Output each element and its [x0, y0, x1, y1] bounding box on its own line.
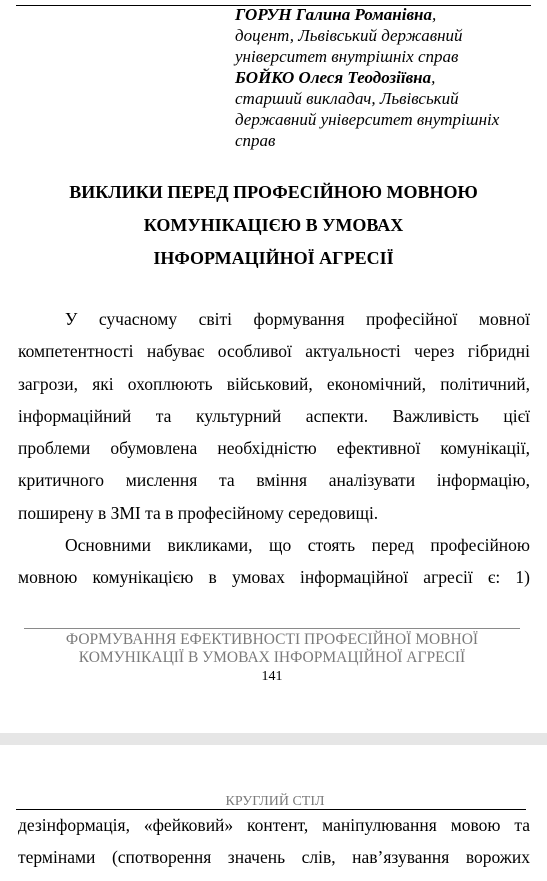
- body-line-4: інформаційний та культурний аспекти. Важливість цієї: [18, 405, 530, 426]
- body-line-9: мовною комунікацією в умовах інформаційної агресії є: 1): [18, 567, 530, 588]
- body-line-7: поширену в ЗМІ та в професійному середовищі.: [18, 502, 379, 523]
- body-line-3: загрози, які охоплюють військовий, економічний, політичний,: [18, 373, 530, 394]
- footer-divider: [24, 628, 520, 629]
- body-line-6: критичного мислення та вміння аналізувати інформацію,: [18, 470, 530, 491]
- author-block: [235, 4, 540, 151]
- body-continued-line-2: термінами (спотворення значень слів, нав’язування ворожих: [18, 847, 530, 868]
- title-line-2: КОМУНІКАЦІЄЮ В УМОВАХ: [143, 215, 404, 235]
- page-separator: [0, 733, 547, 745]
- author-1: ГОРУН Галина Романівна, доцент, Львівський державний університет внутрішніх справ: [235, 4, 540, 67]
- author-1-affiliation-line-2: університет внутрішніх справ: [235, 47, 459, 66]
- article-title: [20, 176, 527, 275]
- body-line-1: У сучасному світі формування професійної мовної: [65, 309, 530, 329]
- running-footer: [24, 631, 520, 667]
- title-line-3: ІНФОРМАЦІЙНОЇ АГРЕСІЇ: [153, 248, 394, 268]
- author-2-affiliation-line-1: старший викладач, Львівський: [235, 89, 459, 108]
- author-1-name: ГОРУН Галина Романівна: [235, 5, 432, 24]
- running-header: КРУГЛИЙ СТІЛ: [225, 794, 325, 809]
- page-number: 141: [261, 669, 283, 684]
- article-body-continued: [18, 809, 530, 874]
- author-2-name: БОЙКО Олеся Теодозіївна: [235, 68, 432, 87]
- footer-line-1: ФОРМУВАННЯ ЕФЕКТИВНОСТІ ПРОФЕСІЙНОЇ МОВНОЇ: [65, 631, 479, 648]
- title-line-1: ВИКЛИКИ ПЕРЕД ПРОФЕСІЙНОЮ МОВНОЮ: [69, 182, 478, 202]
- page-142: [0, 745, 547, 881]
- author-2: БОЙКО Олеся Теодозіївна, старший викладач, Львівський державний університет внутрішніх справ: [235, 67, 540, 151]
- body-line-2: компетентності набуває особливої актуальності через гібридні: [18, 341, 530, 362]
- body-line-5: проблеми обумовлена необхідністю ефективної комунікації,: [18, 438, 530, 459]
- body-line-8: Основними викликами, що стоять перед професійною: [65, 535, 530, 556]
- author-2-affiliation-line-3: справ: [235, 131, 276, 150]
- author-2-affiliation-line-2: державний університет внутрішніх: [235, 110, 500, 129]
- author-1-affiliation-line-1: доцент, Львівський державний: [235, 26, 463, 45]
- footer-line-2: КОМУНІКАЦІЇ В УМОВАХ ІНФОРМАЦІЙНОЇ АГРЕСІЇ: [78, 649, 466, 666]
- article-body: [18, 303, 530, 594]
- body-continued-line-1: дезінформація, «фейковий» контент, маніпулювання мовою та: [18, 815, 530, 835]
